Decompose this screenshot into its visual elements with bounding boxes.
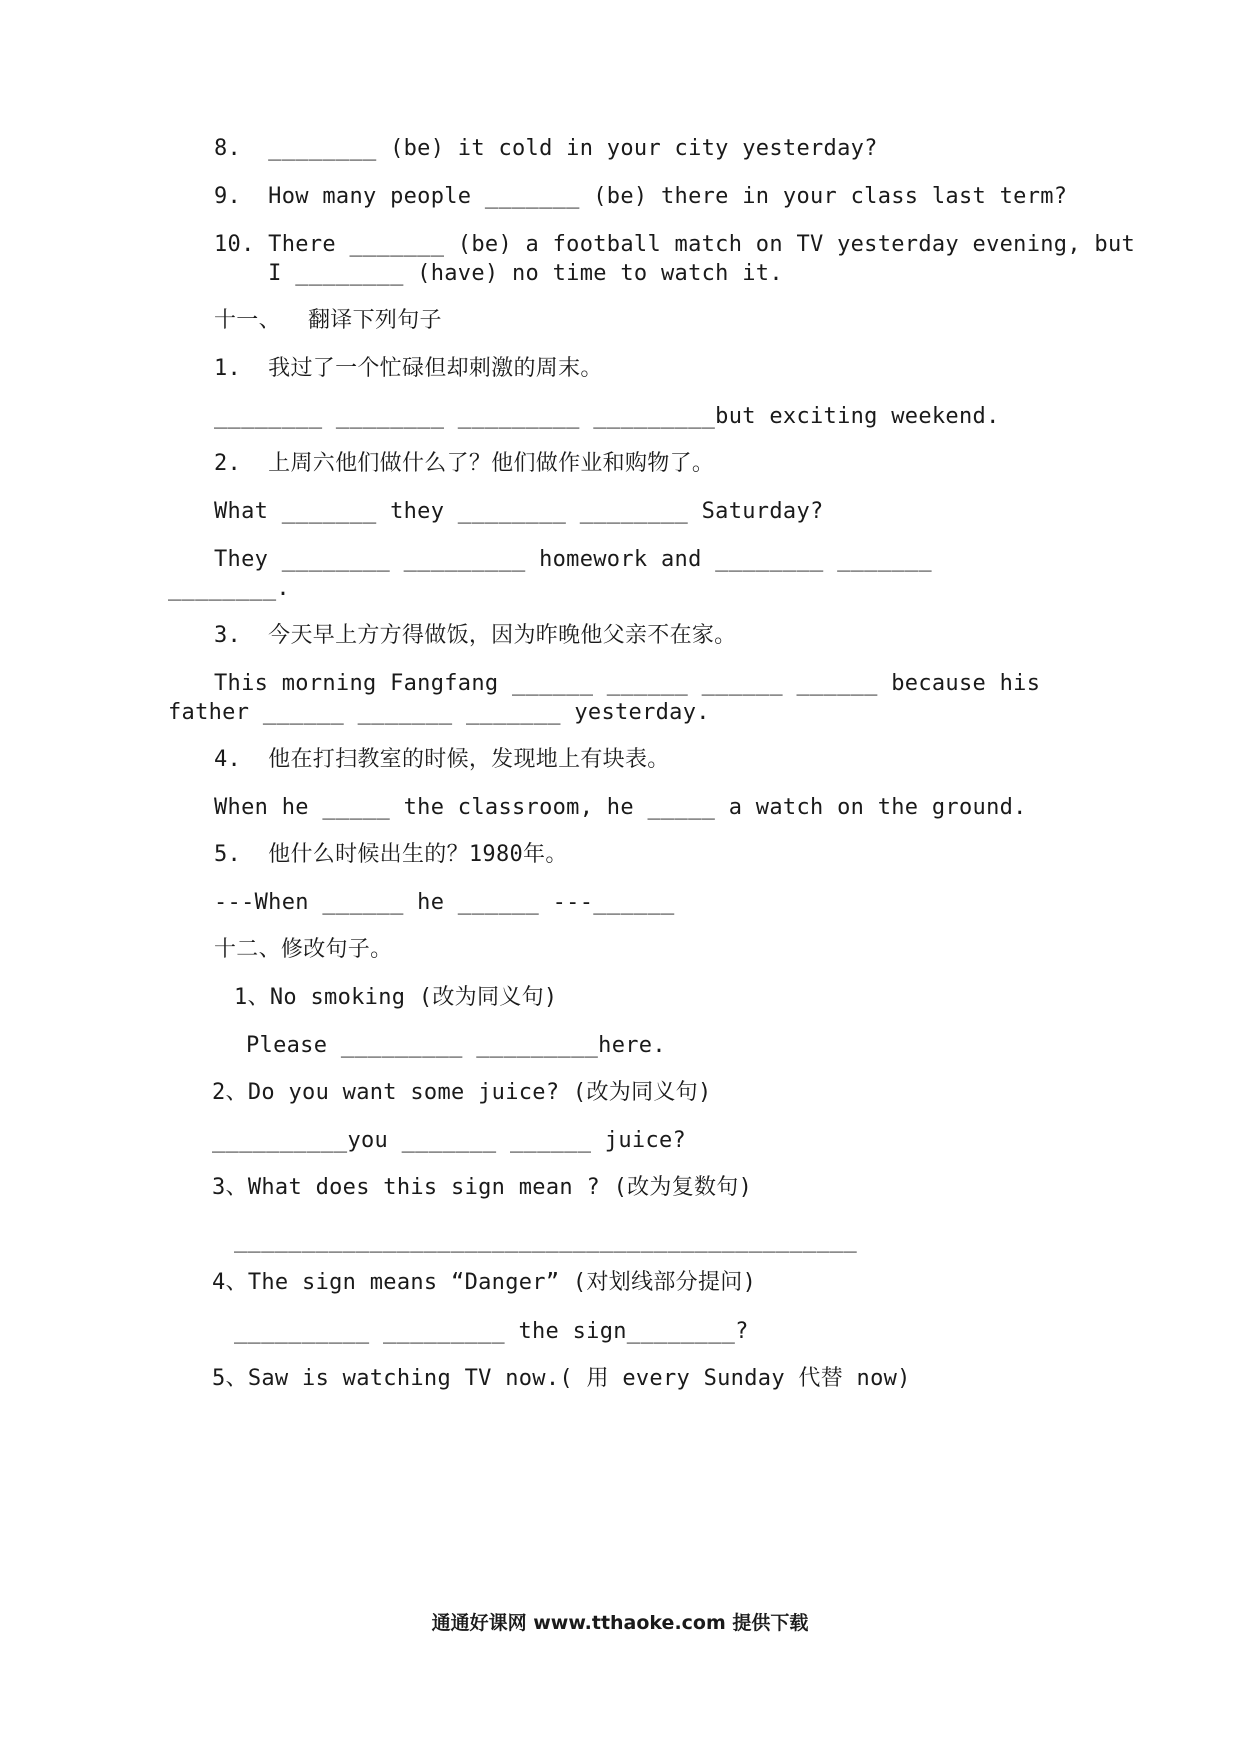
exercise-10-line-1: 10. There _______ (be) a football match on TV yesterday evening, but xyxy=(214,232,1136,257)
rewrite-1-prompt: 1、No smoking (改为同义句) xyxy=(234,985,558,1010)
rewrite-4-answer: __________ _________ the sign________? xyxy=(234,1319,749,1344)
exercise-9: 9. How many people _______ (be) there in your class last term? xyxy=(214,184,1068,209)
rewrite-5-prompt: 5、Saw is watching TV now.( 用 every Sunday 代替 now) xyxy=(212,1366,911,1391)
translate-4-answer: When he _____ the classroom, he _____ a watch on the ground. xyxy=(214,795,1027,820)
translate-3-answer-cont: father ______ _______ _______ yesterday. xyxy=(168,700,710,725)
translate-3-answer: This morning Fangfang ______ ______ ______ ______ because his xyxy=(214,671,1041,696)
rewrite-3-prompt: 3、What does this sign mean ? (改为复数句) xyxy=(212,1175,753,1200)
section-12-heading: 十二、修改句子。 xyxy=(214,937,393,962)
exercise-8: 8. ________ (be) it cold in your city yesterday? xyxy=(214,136,878,161)
rewrite-2-answer: __________you _______ ______ juice? xyxy=(212,1128,687,1153)
translate-2-answer-b: They ________ _________ homework and ________ _______ xyxy=(214,547,932,572)
page-footer: 通通好课网 www.tthaoke.com 提供下载 xyxy=(431,1612,809,1634)
translate-5-answer: ---When ______ he ______ ---______ xyxy=(214,890,675,915)
translate-2-answer-a: What _______ they ________ ________ Saturday? xyxy=(214,499,824,524)
rewrite-1-answer: Please _________ _________here. xyxy=(246,1033,666,1058)
exercise-10-line-2: I ________ (have) no time to watch it. xyxy=(214,261,783,286)
translate-5-prompt: 5. 他什么时候出生的？1980年。 xyxy=(214,842,568,867)
rewrite-4-prompt: 4、The sign means “Danger” (对划线部分提问) xyxy=(212,1270,757,1295)
translate-1-prompt: 1. 我过了一个忙碌但却刺激的周末。 xyxy=(214,356,603,381)
translate-2-answer-b-cont: ________. xyxy=(168,576,290,601)
translate-1-answer: ________ ________ _________ _________but exciting weekend. xyxy=(214,404,1000,429)
translate-4-prompt: 4. 他在打扫教室的时候，发现地上有块表。 xyxy=(214,747,670,772)
translate-2-prompt: 2. 上周六他们做什么了？他们做作业和购物了。 xyxy=(214,451,715,476)
rewrite-3-answer: ______________________________________________ xyxy=(234,1228,858,1253)
section-11-heading: 十一、 翻译下列句子 xyxy=(214,308,442,333)
rewrite-2-prompt: 2、Do you want some juice? (改为同义句) xyxy=(212,1080,712,1105)
translate-3-prompt: 3. 今天早上方方得做饭，因为昨晚他父亲不在家。 xyxy=(214,623,737,648)
